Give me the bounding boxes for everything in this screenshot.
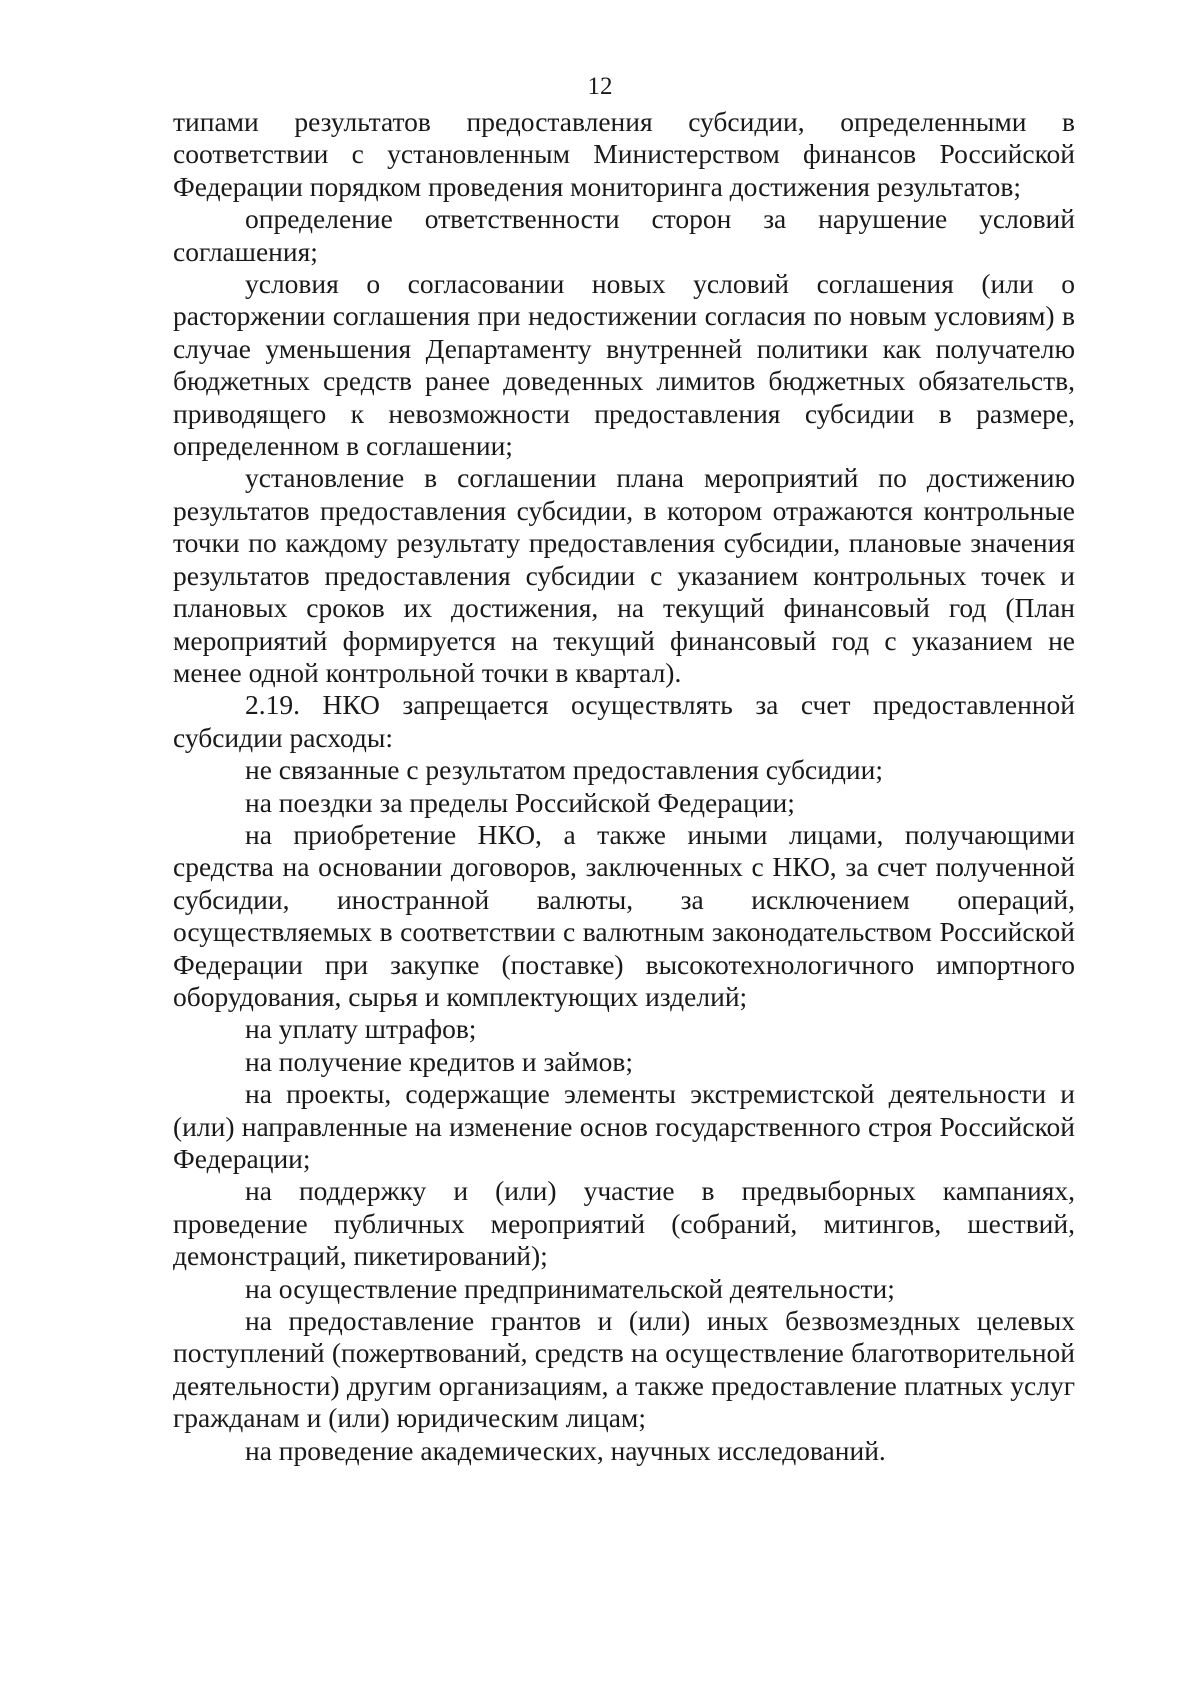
list-item: не связанные с результатом предоставления субсидии;	[245, 754, 883, 786]
paragraph: определение ответственности сторон за нарушение условий соглашения;	[173, 203, 1075, 267]
list-item: на получение кредитов и займов;	[245, 1045, 634, 1077]
paragraph: установление в соглашении плана мероприятий по достижению результатов предоставления субсидии, в котором отражаются контрольные точки по каждому результату предоставления субсидии, плановые значения результатов предоставления субсидии с указанием контрольных точек и плановых сроков их достижения, на текущий финансовый год (План мероприятий формируется на текущий финансовый год с указанием не менее одной контрольной точки в квартал).	[173, 462, 1075, 688]
list-item: на осуществление предпринимательской деятельности;	[245, 1272, 895, 1304]
list-item: на предоставление грантов и (или) иных безвозмездных целевых поступлений (пожертвований, средств на осуществление благотворительной деятельности) другим организациям, а также предоставление платных услуг гражданам и (или) юридическим лицам;	[173, 1305, 1075, 1434]
paragraph: условия о согласовании новых условий соглашения (или о расторжении соглашения при недостижении согласия по новым условиям) в случае уменьшения Департаменту внутренней политики как получателю бюджетных средств ранее доведенных лимитов бюджетных обязательств, приводящего к невозможности предоставления субсидии в размере, определенном в соглашении;	[173, 268, 1075, 462]
list-item: на проведение академических, научных исследований.	[245, 1434, 886, 1466]
document-body	[173, 106, 1075, 1467]
list-item: на проекты, содержащие элементы экстремистской деятельности и (или) направленные на изменение основ государственного строя Российской Федерации;	[173, 1078, 1075, 1174]
list-item: на уплату штрафов;	[245, 1013, 477, 1045]
paragraph-continuation: типами результатов предоставления субсидии, определенными в соответствии с установленным Министерством финансов Российской Федерации порядком проведения мониторинга достижения результатов;	[173, 106, 1075, 202]
section-heading-paragraph: 2.19. НКО запрещается осуществлять за счет предоставленной субсидии расходы:	[173, 689, 1075, 753]
list-item: на приобретение НКО, а также иными лицами, получающими средства на основании договоров, заключенных с НКО, за счет полученной субсидии, иностранной валюты, за исключением операций, осуществляемых в соответствии с валютным законодательством Российской Федерации при закупке (поставке) высокотехнологичного импортного оборудования, сырья и комплектующих изделий;	[173, 818, 1075, 1012]
list-item: на поддержку и (или) участие в предвыборных кампаниях, проведение публичных мероприятий (собраний, митингов, шествий, демонстраций, пикетирований);	[173, 1175, 1075, 1272]
list-item: на поездки за пределы Российской Федерации;	[245, 786, 795, 818]
page-number: 12	[587, 73, 613, 100]
